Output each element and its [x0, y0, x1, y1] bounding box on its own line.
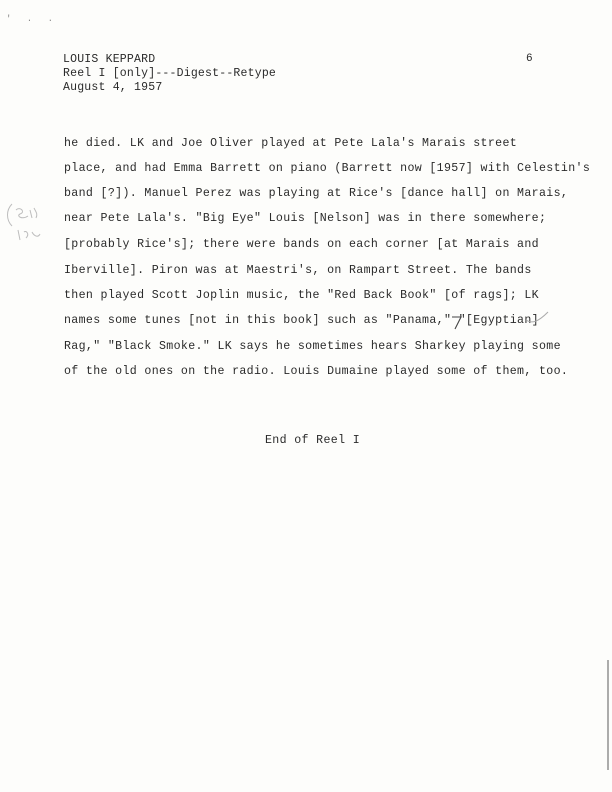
body-line: he died. LK and Joe Oliver played at Pete Lala's Marais street — [64, 137, 518, 150]
body-line: names some tunes [not in this book] such as "Panama," "[Egyptian] — [64, 314, 539, 327]
body-line: band [?]). Manuel Perez was playing at Rice's [dance hall] on Marais, — [64, 187, 569, 200]
insertion-caret-mark — [450, 314, 464, 334]
interviewee-name: LOUIS KEPPARD — [63, 53, 156, 66]
body-line: [probably Rice's]; there were bands on each corner [at Marais and — [64, 238, 539, 251]
body-line: of the old ones on the radio. Louis Dumaine played some of them, too. — [64, 365, 569, 378]
body-line: Iberville]. Piron was at Maestri's, on Rampart Street. The bands — [64, 264, 532, 277]
interview-date: August 4, 1957 — [63, 81, 163, 94]
page-number: 6 — [526, 53, 533, 65]
top-corner-marks: ' . . — [6, 14, 59, 24]
body-line: near Pete Lala's. "Big Eye" Louis [Nelson] was in there somewhere; — [64, 212, 547, 225]
handwritten-check-mark — [524, 308, 550, 328]
end-of-reel-label: End of Reel I — [265, 434, 360, 447]
body-line: Rag," "Black Smoke." LK says he sometimes hears Sharkey playing some — [64, 340, 561, 353]
reel-label: Reel I [only]---Digest--Retype — [63, 67, 277, 80]
body-line: then played Scott Joplin music, the "Red Back Book" [of rags]; LK — [64, 289, 539, 302]
handwritten-margin-note — [4, 200, 44, 250]
body-line: place, and had Emma Barrett on piano (Barrett now [1957] with Celestin's — [64, 162, 591, 175]
scan-edge-line — [607, 660, 609, 770]
